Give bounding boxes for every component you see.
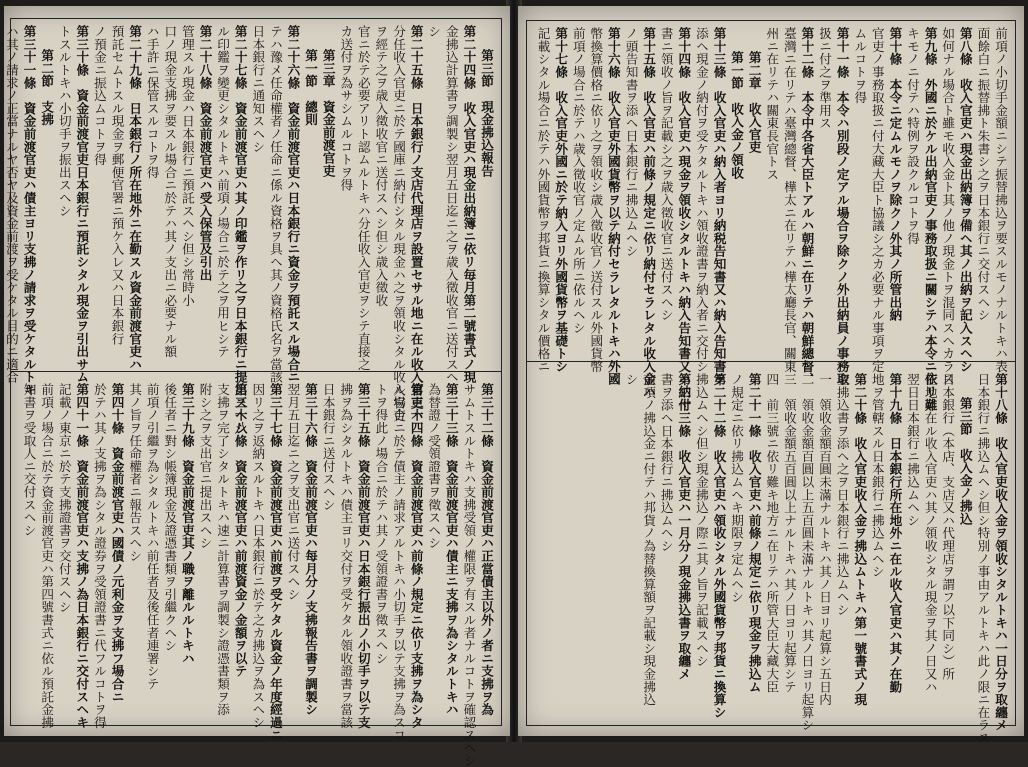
text-line: 二 領收金額百圓以上五百圓未滿ナルトキハ其ノ日ヨリ起算シ <box>799 373 815 732</box>
text-line: 拂込ムヘシ但シ現金拂込ノ際ニ其ノ旨ヲ記載スヘシ <box>693 373 709 668</box>
text-line: 翌月五日迄ニ之ヲ支出官ニ送付スヘシ <box>285 383 301 601</box>
article-line: 第二十三條 收入官吏ハ一月分ノ現金拂込書ヲ取纏メ <box>676 373 692 681</box>
article-line: 第二十六條 資金前渡官吏ハ日本銀行ニ資金ヲ預託スル場合ニ <box>285 25 301 384</box>
text-line: 口ノ現金支拂ヲ要スル場合ニ於テハ其ノ支出ニ必要ナル額 <box>162 25 178 358</box>
text-line: 面餘白ニ振替拂ト朱書シ之ヲ日本銀行ニ交付スヘシ <box>975 27 991 322</box>
text-line: 在地ニ在ル收入官吏ハ其ノ領收シタル現金ヲ其ノ日又ハ <box>922 373 938 693</box>
article-line: 第二十八條 資金前渡官吏ハ受入保管及引出 <box>197 25 213 281</box>
text-line: トスルトキハ小切手ヲ振出スヘシ <box>56 25 72 217</box>
text-line: 扱ニ付之ヲ準用ス <box>817 27 833 130</box>
text-line: 書ヲ添ヘ日本銀行ニ拂込ムヘシ <box>658 373 674 553</box>
left-top-text-block <box>3 25 495 435</box>
article-line: 第二十四條 收入官吏ハ現金出納簿ニ依リ毎月第二號書式ノ現 <box>461 25 477 384</box>
article-line: 第三十五條 資金前渡官吏ハ日本銀行振出ノ小切手ヲ以テ支 <box>355 383 371 729</box>
text-line: 日本銀行（本店、支店又ハ代理店ヲ謂フ以下同シ）所 <box>940 373 956 681</box>
article-line: 第九條 外國ニ於ケル出納官吏ノ事務取扱ニ關シテハ本令ニ依リ難 <box>922 27 938 411</box>
article-line: 第二十七條 資金前渡官吏ハ其ノ印鑑ヲ作リ之ヲ日本銀行ニ提出スヘシ <box>232 25 248 435</box>
text-line: サムトスルトキハ支拂受領ノ權限ヲ有スル者ナルコトヲ確認スヘシ <box>461 383 477 767</box>
article-line: 第二十九條 日本銀行ノ所在地外ニ在勤スル資金前渡官吏ハ <box>127 25 143 371</box>
text-line: 前項ノ小切手金額ニシテ振替拂込ヲ要スルモノナルトキハ表 <box>993 27 1008 373</box>
text-line: 知書ヲ受取人ニ交付スヘシ <box>21 383 37 537</box>
article-line: 第十三條 收入官吏ハ納入者ヨリ納税告知書又ハ納入告知書ヲ <box>711 27 727 386</box>
text-line: カ送付ヲ為サシムルコトヲ得 <box>338 25 354 192</box>
section-heading: 第一節 收入金ノ領收 <box>729 51 745 179</box>
text-line: シ <box>623 373 639 386</box>
article-line: 第三十六條 資金前渡官吏ハ每月分ノ支拂報告書ヲ調製シ <box>303 383 319 716</box>
article-line: 第十一條 本令ハ別段ノ定アル場合ヲ除クノ外出納員ノ事務取 <box>834 27 850 386</box>
text-line: 預託セムトスル現金ヲ郵便官署ニ預ケ入レ又ハ日本銀行 <box>109 25 125 345</box>
text-line: 其ノ旨ヲ任命權者ニ報告スヘシ <box>127 383 143 563</box>
text-line: 記載シタル場合ニ於テハ外國貨幣ヲ邦貨ニ換算シタル價格ニ <box>535 27 551 373</box>
article-line: 第三十條 資金前渡官吏日本銀行ニ預託シタル現金ヲ引出サム <box>74 25 90 384</box>
text-line: ヲ經テ之ヲ歳入徵收官ニ送付スヘシ但シ歳入徵收 <box>373 25 389 307</box>
text-line: 分任收入官吏ニ於テ國庫ニ納付シタル現金ハ之ヲ領收シタル收入官吏 <box>391 25 407 422</box>
section-heading: 第三章 資金前渡官吏 <box>320 49 336 177</box>
text-line: ノ預金ニ振込ムコトヲ得 <box>91 25 107 166</box>
text-line: 四 前三號ニ依リ難キ地方ニ在リテハ所管大臣大藏大臣 <box>764 373 780 693</box>
section-heading: 第二節 支拂 <box>39 49 55 126</box>
text-line: 一 領收金額百圓未滿ナルトキハ其ノ日ヨリ起算シ五日内 <box>817 373 833 706</box>
text-line: 支拂ヲ完了シタルトキハ速ニ計算書ヲ調製シ證憑書類ヲ添 <box>215 383 231 716</box>
section-heading: 第三節 收入金ノ拂込 <box>957 397 973 525</box>
section-heading: 第一節 總則 <box>303 49 319 126</box>
text-line: 因リ之ヲ返納スルトキハ日本銀行ニ於テ之カ拂込ヲ為スヘシ <box>250 383 266 729</box>
article-line: 第十七條 收入官吏外國ニ於テ納入ヨリ外國貨幣ヲ基礎トシ <box>553 27 569 373</box>
article-line: 第十八條 收入官吏收入金ヲ領收シタルトキハ一日分ヲ取纏メ <box>993 373 1008 732</box>
text-line: 記載ノ東京ニ於テ支拂證書ヲ交付スヘシ <box>56 383 72 614</box>
article-line: 第三十三條 資金前渡官吏ハ債主ニ支拂ヲ為シタルトキハ <box>443 383 459 716</box>
text-line: 幣換算價格ニ依リ之ヲ領收シ歳入徵收官ノ送付スル外國貨幣 <box>588 27 604 373</box>
article-line: 第十九條 日本銀行所在地外ニ在ル收入官吏ハ其ノ在勤 <box>887 373 903 693</box>
text-line: 前項ノ引繼ヲ為シタルトキハ前任者及後任者連署シテ <box>144 383 160 691</box>
text-line: 金拂込書ヲ添ヘ之ヲ日本銀行ニ拂込ムヘシ <box>834 373 850 617</box>
text-line: 管理スル現金ハ日本銀行ニ預託スヘシ但シ常時小 <box>179 25 195 307</box>
text-line: 金拂込計算書ヲ調製シ翌月五日迄ニ之ヲ歳入徵收官ニ送付スヘ <box>443 25 459 384</box>
article-line: 第三十二條 資金前渡官吏ハ正當債主以外ノ者ニ支拂ヲ為 <box>479 383 494 716</box>
article-line: 第三十七條 資金前渡官吏ハ前渡ヲ受ケタル資金ノ年度經過ニ <box>267 383 283 742</box>
section-heading: 第三節 現金拂込報告 <box>479 49 494 177</box>
text-line: 拂ヲ為シタルトキハ債主ヨリ交付ヲ受ケタル領收證書ヲ當該 <box>338 383 354 729</box>
text-line: 三 領收金額五百圓以上ナルトキハ其ノ日ヨリ起算シテ <box>781 373 797 693</box>
text-line: ル場合ニ於テ債主ノ請求アルトキハ小切手ヲ以テ支拂ヲ為スコ <box>391 383 407 742</box>
article-line: 第二十五條 日本銀行ノ支店代理店ヲ設置セサル地ニ在ル收入官吏ハ <box>408 25 424 422</box>
text-line: 日本銀行ニ通知スヘシ <box>250 25 266 153</box>
text-line: 添ヘ現金ノ納付ヲ受ケタルトキハ領收證書ヲ納入者ニ交付シ <box>693 27 709 373</box>
text-line: 日本銀行ニ拂込ムヘシ但シ特別ノ事由アルトキハ此ノ限ニ在ラス <box>975 373 991 745</box>
text-line: ノ規定ニ依リ拂込ムヘキ期限ヲ定ムヘシ <box>729 373 745 604</box>
article-line: 第十四條 收入官吏ハ現金ヲ領收シタルトキハ納入告知書又ハ納付 <box>676 27 692 411</box>
text-line: シ <box>426 25 442 38</box>
text-line: 前項ノ拂込金ニ付テハ邦貨ノ為替換算額ヲ記載シ現金拂込 <box>641 373 657 706</box>
text-line: 為替證ノ受領證書ヲ徵スヘシ <box>426 383 442 550</box>
text-line: 地ヲ管轄スル日本銀行ニ拂込ムヘシ <box>869 373 885 578</box>
left-bottom-text-block <box>17 383 495 767</box>
article-line: 第十五條 收入官吏ハ前條ノ規定ニ依リ納付セラレタル收入金ハ <box>641 27 657 399</box>
text-line: ル印鑑ヲ變更シタルトキハ前項ノ場合ニ於テ之ヲ用ヒシテ <box>215 25 231 358</box>
article-line: 第四十一條 資金前渡官吏ハ支拂ノ為日本銀行ニ交付スヘキ <box>74 383 90 729</box>
text-line: 前項ノ場合ニ於テハ歳入徵收官ノ定ムル所ニ依ルヘシ <box>570 27 586 335</box>
article-line: 第三十八條 資金前渡官吏ハ前渡資金ノ金額ヲ以テ <box>232 383 248 678</box>
right-page-frame <box>526 20 1016 745</box>
text-line: 臺灣ニ在リテハ臺灣總督、樺太ニ在リテハ樺太廳長官、關東 <box>781 27 797 373</box>
article-line: 第十條 本令ニ定ムルモノヲ除クノ外其ノ所管出納 <box>887 27 903 322</box>
text-line: 書ニ領收ノ旨ヲ記載シ之ヲ歳入徵收官ニ送付スヘシ <box>658 27 674 322</box>
left-page <box>3 6 510 767</box>
right-top-text-block <box>533 27 1009 411</box>
right-page <box>518 6 1024 745</box>
article-line: 第十二條 本令中各省大臣トアルハ朝鮮ニ在リテハ朝鮮總督、 <box>799 27 815 386</box>
text-line: ハ手許ニ保管スルコトヲ得 <box>144 25 160 179</box>
article-line: 第十六條 收入官吏外國貨幣ヲ以テ納付セラレタルトキハ外國 <box>605 27 621 386</box>
text-line: 翌日日本銀行ニ拂込ムヘシ <box>905 373 921 527</box>
left-page-frame <box>3 18 502 767</box>
text-line: 日本銀行ニ送付スヘシ <box>320 383 336 511</box>
text-line: キモノニ付テハ特例ヲ設クルコトヲ得 <box>905 27 921 245</box>
article-line: 第二十一條 收入官吏ハ前條ノ規定ニ依リ現金ヲ拂込ム <box>746 373 762 693</box>
article-line: 第三十九條 資金前渡官吏其ノ職ヲ離ルルトキハ <box>179 383 195 665</box>
text-line: 前項ノ場合ニ於テ資金前渡官吏ハ第四號書式ニ依ル預託金拂 <box>39 383 55 729</box>
text-line: 附シ之ヲ支出官ニ提出スヘシ <box>197 383 213 550</box>
text-line: トヲ得此ノ場合ニ於テハ其ノ受領證書ヲ徵スヘシ <box>373 383 389 665</box>
right-bottom-text-block <box>533 373 1009 745</box>
text-line: 後任者ニ對シ帳簿現金及證憑書類ヲ引繼クヘシ <box>162 383 178 652</box>
article-line: 第二十二條 收入官吏ハ領收シタル外國貨幣ヲ邦貨ニ換算シ <box>711 373 727 719</box>
article-line: 第八條 收入官吏ハ現金出納簿ヲ備ヘ其ノ出納ヲ記入スヘシ <box>957 27 973 373</box>
text-line: ノ頭告知書ヲ添ヘ日本銀行ニ拂込ムヘシ <box>623 27 639 258</box>
article-line: 第三十四條 資金前渡官吏ハ前條ノ規定ニ依リ支拂ヲ為シタ <box>408 383 424 729</box>
text-line: ムルコトヲ得 <box>852 27 868 104</box>
section-heading: 第二章 收入官吏 <box>746 51 762 154</box>
text-line: 州ニ在リテハ關東長官トス <box>764 27 780 181</box>
text-line: ハ其ノ請求ノ正當ナルヤ否ヤ及資金前渡ヲ受ケタル目的ニ適合 <box>3 25 19 384</box>
text-line: テハ豫メ任命權者ノ任命ニ係ル資格ヲ具ヘ其ノ資格氏名ヲ當該 <box>267 25 283 384</box>
article-line: 第三十一條 資金前渡官吏ハ債主ヨリ支拂ノ請求ヲ受ケタルトキ <box>21 25 37 397</box>
article-line: 第四十條 資金前渡官吏ハ國債ノ元利金ヲ支拂フ場合ニ <box>109 383 125 703</box>
text-line: 如何ナル場合ト雖モ收入金ト其ノ他ノ現金トヲ混同スヘカラス <box>940 27 956 386</box>
article-line: 第二十條 收入官吏收入金ヲ拂込ムトキハ第一號書式ノ現 <box>852 373 868 706</box>
text-line: 於テハ其ノ支拂ヲ為シタル證券ヲ受領證書ニ代フルコトヲ得 <box>91 383 107 729</box>
text-line: 官吏ノ事務取扱ニ付大藏大臣ト協議シ之カ必要ナル事項ヲ定 <box>869 27 885 373</box>
text-line: 官ニ於テ必要アリト認ムルトキハ分任收入官吏ヲシテ直接之 <box>355 25 371 371</box>
